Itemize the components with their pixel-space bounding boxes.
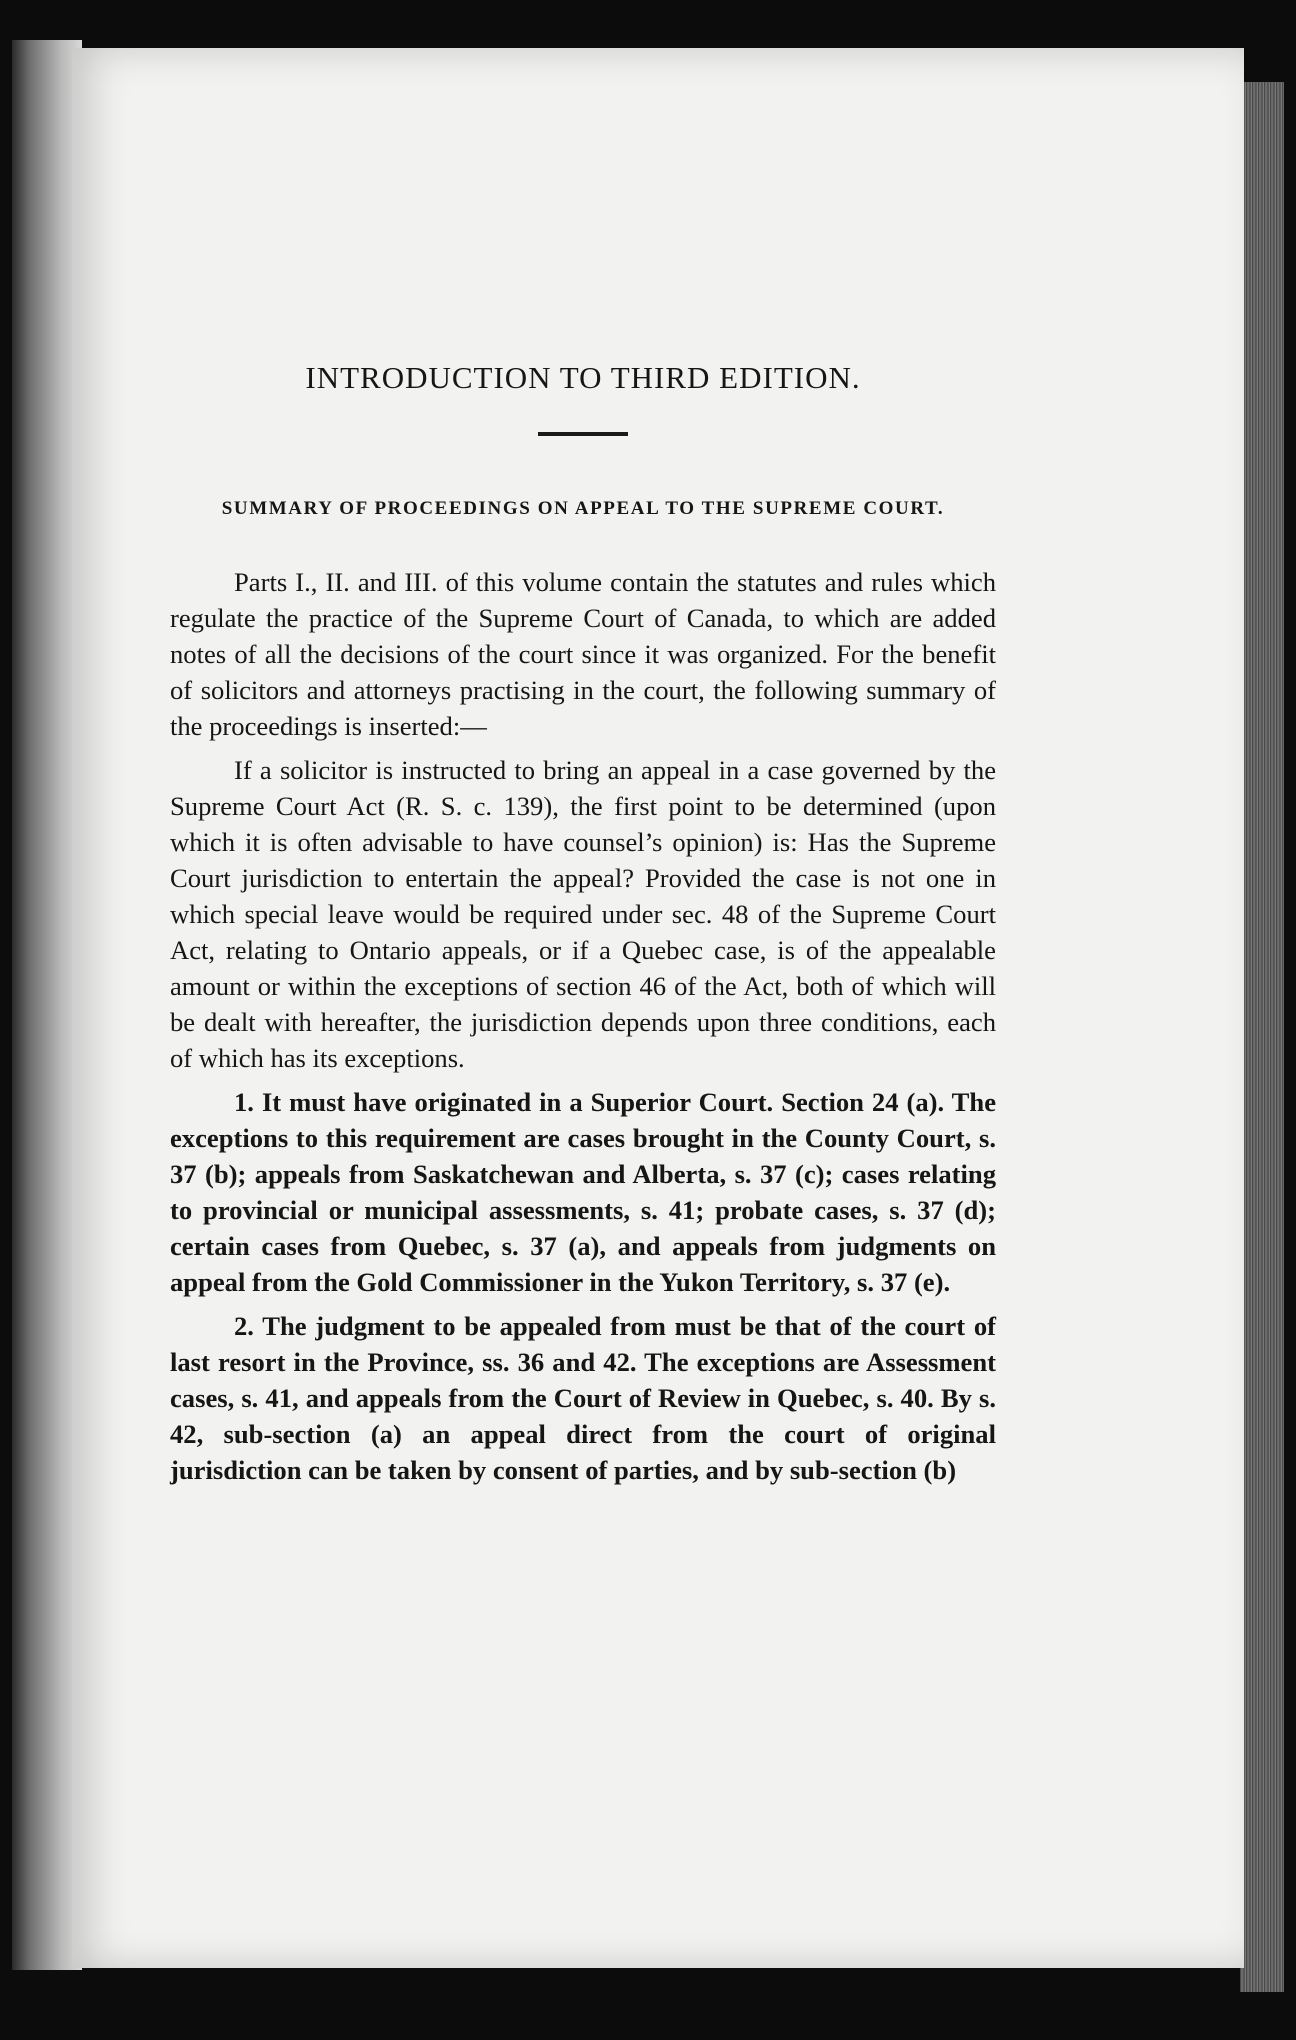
book-page-edges	[1240, 82, 1284, 1992]
paragraph-intro: Parts I., II. and III. of this volume contain the statutes and rules which regulate the practice of the Supreme Court of Canada, to which are added notes of all the decisions of the court since it was organized. For the benefit of solicitors and attorneys practising in the court, the following summary of the proceedings is inserted:—	[170, 567, 996, 741]
section-subtitle: SUMMARY OF PROCEEDINGS ON APPEAL TO THE SUPREME COURT.	[221, 498, 945, 519]
paragraph-condition-1: 1. It must have originated in a Superior Court. Section 24 (a). The exceptions to this requirement are cases brought in the County Court, s. 37 (b); appeals from Saskatchewan and Alberta, s. 37 (c); cases relating to provincial or municipal assessments, s. 41; probate cases, s. 37 (d); certain cases from Quebec, s. 37 (a), and appeals from judgments on appeal from the Gold Commissioner in the Yukon Territory, s. 37 (e).	[170, 1087, 996, 1297]
text-block	[170, 360, 996, 1496]
title-divider-rule	[538, 432, 628, 436]
paragraph-condition-2: 2. The judgment to be appealed from must be that of the court of last resort in the Province, ss. 36 and 42. The exceptions are Assessment cases, s. 41, and appeals from the Court of Review in Quebec, s. 40. By s. 42, sub-section (a) an appeal direct from the court of original jurisdiction can be taken by consent of parties, and by sub-section (b)	[170, 1311, 996, 1485]
paragraph-jurisdiction: If a solicitor is instructed to bring an appeal in a case governed by the Supreme Court Act (R. S. c. 139), the first point to be determined (upon which it is often advisable to have counsel’s opinion) is: Has the Supreme Court jurisdiction to entertain the appeal? Provided the case is not one in which special leave would be required under sec. 48 of the Supreme Court Act, relating to Ontario appeals, or if a Quebec case, is of the appealable amount or within the exceptions of section 46 of the Act, both of which will be dealt with hereafter, the jurisdiction depends upon three conditions, each of which has its exceptions.	[170, 755, 996, 1073]
page-title: INTRODUCTION TO THIRD EDITION.	[305, 360, 861, 395]
